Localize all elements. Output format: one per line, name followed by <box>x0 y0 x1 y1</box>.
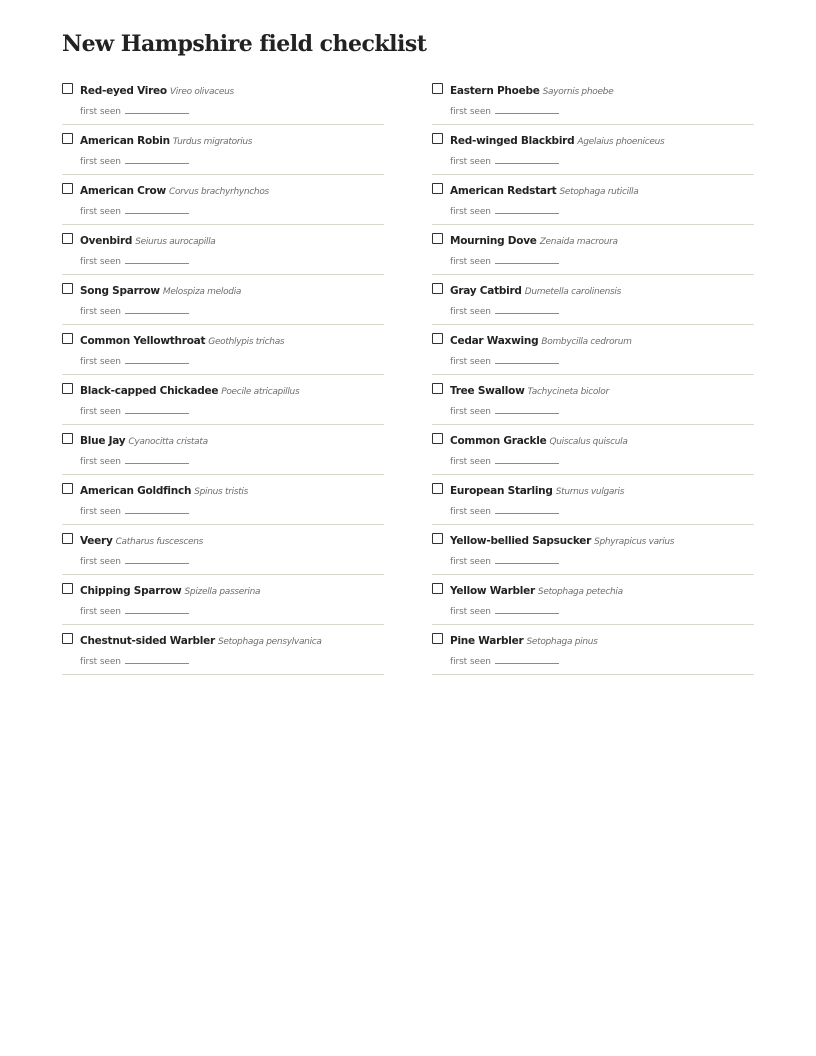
species-checkbox[interactable] <box>432 83 443 94</box>
checklist-item <box>62 475 384 525</box>
scientific-name: Spizella passerina <box>184 587 261 597</box>
first-seen-label: first seen <box>80 657 121 667</box>
common-name: Blue Jay <box>80 435 126 447</box>
first-seen-label: first seen <box>80 457 121 467</box>
scientific-name: Vireo olivaceus <box>169 87 234 97</box>
common-name: Chipping Sparrow <box>80 585 182 597</box>
species-checkbox[interactable] <box>62 483 73 494</box>
scientific-name: Tachycineta bicolor <box>527 387 609 397</box>
first-seen-label: first seen <box>450 107 491 117</box>
first-seen-label: first seen <box>450 607 491 617</box>
species-name-line <box>450 532 674 549</box>
first-seen-label: first seen <box>450 507 491 517</box>
common-name: Gray Catbird <box>450 285 522 297</box>
scientific-name: Poecile atricapillus <box>221 387 300 397</box>
first-seen-date-field[interactable] <box>125 354 189 364</box>
species-name-line <box>450 382 609 399</box>
first-seen-date-field[interactable] <box>125 554 189 564</box>
first-seen-label: first seen <box>80 257 121 267</box>
checklist-item <box>62 275 384 325</box>
checklist-item <box>432 75 754 125</box>
scientific-name: Melospiza melodia <box>162 287 242 297</box>
common-name: Cedar Waxwing <box>450 335 539 347</box>
first-seen-date-field[interactable] <box>495 104 559 114</box>
common-name: Red-eyed Vireo <box>80 85 167 97</box>
common-name: American Crow <box>80 185 166 197</box>
first-seen-date-field[interactable] <box>495 154 559 164</box>
species-name-line <box>80 632 322 649</box>
common-name: American Redstart <box>450 185 557 197</box>
first-seen-date-field[interactable] <box>125 654 189 664</box>
species-checkbox[interactable] <box>432 383 443 394</box>
first-seen-line <box>80 453 189 468</box>
species-checkbox[interactable] <box>62 183 73 194</box>
species-name-line <box>80 282 241 299</box>
first-seen-line <box>450 203 559 218</box>
species-name-line <box>450 632 598 649</box>
scientific-name: Corvus brachyrhynchos <box>168 187 269 197</box>
scientific-name: Turdus migratorius <box>172 137 253 147</box>
checklist-item <box>432 475 754 525</box>
first-seen-line <box>80 203 189 218</box>
first-seen-date-field[interactable] <box>495 304 559 314</box>
first-seen-date-field[interactable] <box>495 204 559 214</box>
scientific-name: Sphyrapicus varius <box>594 537 675 547</box>
checklist-item <box>62 125 384 175</box>
species-name-line <box>450 432 628 449</box>
species-checkbox[interactable] <box>432 433 443 444</box>
checklist-item <box>432 525 754 575</box>
species-name-line <box>80 532 203 549</box>
scientific-name: Setophaga pinus <box>526 637 598 647</box>
species-name-line <box>80 132 252 149</box>
scientific-name: Quiscalus quiscula <box>549 437 628 447</box>
common-name: American Goldfinch <box>80 485 192 497</box>
species-checkbox[interactable] <box>432 533 443 544</box>
common-name: Eastern Phoebe <box>450 85 540 97</box>
checklist-item <box>62 375 384 425</box>
first-seen-line <box>450 653 559 668</box>
scientific-name: Seiurus aurocapilla <box>135 237 216 247</box>
checklist-item <box>62 525 384 575</box>
scientific-name: Cyanocitta cristata <box>128 437 208 447</box>
checklist-item <box>432 425 754 475</box>
common-name: Pine Warbler <box>450 635 524 647</box>
species-checkbox[interactable] <box>62 283 73 294</box>
first-seen-label: first seen <box>450 407 491 417</box>
checklist-item <box>62 325 384 375</box>
first-seen-date-field[interactable] <box>125 154 189 164</box>
scientific-name: Sturnus vulgaris <box>555 487 625 497</box>
first-seen-label: first seen <box>450 157 491 167</box>
first-seen-label: first seen <box>80 507 121 517</box>
first-seen-line <box>450 403 559 418</box>
first-seen-label: first seen <box>80 407 121 417</box>
common-name: Common Grackle <box>450 435 547 447</box>
first-seen-line <box>80 153 189 168</box>
first-seen-date-field[interactable] <box>125 204 189 214</box>
species-checkbox[interactable] <box>432 283 443 294</box>
first-seen-label: first seen <box>450 457 491 467</box>
first-seen-date-field[interactable] <box>495 604 559 614</box>
first-seen-date-field[interactable] <box>495 454 559 464</box>
scientific-name: Setophaga petechia <box>537 587 623 597</box>
first-seen-label: first seen <box>450 307 491 317</box>
page-title: New Hampshire field checklist <box>62 31 427 57</box>
first-seen-label: first seen <box>80 207 121 217</box>
species-checkbox[interactable] <box>432 583 443 594</box>
first-seen-line <box>80 553 189 568</box>
checklist-item <box>432 125 754 175</box>
species-name-line <box>450 482 624 499</box>
first-seen-line <box>80 303 189 318</box>
first-seen-label: first seen <box>80 357 121 367</box>
first-seen-date-field[interactable] <box>495 654 559 664</box>
species-name-line <box>450 232 618 249</box>
common-name: Red-winged Blackbird <box>450 135 575 147</box>
first-seen-line <box>450 453 559 468</box>
checklist-item <box>62 425 384 475</box>
first-seen-line <box>80 503 189 518</box>
species-name-line <box>450 582 623 599</box>
checklist-column-left <box>62 75 384 675</box>
scientific-name: Geothlypis trichas <box>208 337 285 347</box>
checklist-item <box>432 575 754 625</box>
species-name-line <box>450 82 613 99</box>
species-name-line <box>80 232 216 249</box>
species-checkbox[interactable] <box>62 83 73 94</box>
species-name-line <box>450 132 664 149</box>
first-seen-date-field[interactable] <box>125 254 189 264</box>
first-seen-date-field[interactable] <box>495 554 559 564</box>
common-name: American Robin <box>80 135 170 147</box>
checklist-item <box>62 175 384 225</box>
first-seen-line <box>450 303 559 318</box>
first-seen-label: first seen <box>450 257 491 267</box>
checklist-item <box>432 275 754 325</box>
first-seen-date-field[interactable] <box>125 504 189 514</box>
species-name-line <box>450 282 621 299</box>
species-checkbox[interactable] <box>432 183 443 194</box>
first-seen-line <box>80 603 189 618</box>
first-seen-line <box>80 103 189 118</box>
species-name-line <box>80 432 208 449</box>
scientific-name: Setophaga ruticilla <box>559 187 639 197</box>
first-seen-line <box>80 653 189 668</box>
first-seen-line <box>450 603 559 618</box>
species-name-line <box>450 332 632 349</box>
species-name-line <box>80 382 299 399</box>
species-checkbox[interactable] <box>62 133 73 144</box>
species-checkbox[interactable] <box>62 233 73 244</box>
first-seen-line <box>80 353 189 368</box>
common-name: Common Yellowthroat <box>80 335 206 347</box>
checklist-item <box>432 325 754 375</box>
species-checkbox[interactable] <box>432 133 443 144</box>
first-seen-line <box>80 253 189 268</box>
scientific-name: Bombycilla cedrorum <box>541 337 632 347</box>
first-seen-date-field[interactable] <box>125 404 189 414</box>
common-name: Chestnut-sided Warbler <box>80 635 215 647</box>
common-name: Song Sparrow <box>80 285 160 297</box>
species-name-line <box>80 332 284 349</box>
checklist-column-right <box>432 75 754 675</box>
first-seen-label: first seen <box>450 207 491 217</box>
checklist-item <box>432 625 754 675</box>
scientific-name: Agelaius phoeniceus <box>577 137 665 147</box>
species-checkbox[interactable] <box>62 583 73 594</box>
scientific-name: Dumetella carolinensis <box>524 287 621 297</box>
species-checkbox[interactable] <box>432 633 443 644</box>
first-seen-label: first seen <box>80 107 121 117</box>
first-seen-line <box>450 103 559 118</box>
species-name-line <box>80 82 234 99</box>
common-name: Black-capped Chickadee <box>80 385 219 397</box>
common-name: Ovenbird <box>80 235 133 247</box>
common-name: Yellow-bellied Sapsucker <box>450 535 592 547</box>
first-seen-date-field[interactable] <box>495 354 559 364</box>
first-seen-line <box>450 253 559 268</box>
common-name: Tree Swallow <box>450 385 525 397</box>
species-checkbox[interactable] <box>62 333 73 344</box>
species-name-line <box>80 482 248 499</box>
species-checkbox[interactable] <box>432 233 443 244</box>
checklist-item <box>432 375 754 425</box>
scientific-name: Sayornis phoebe <box>542 87 614 97</box>
checklist-item <box>432 175 754 225</box>
first-seen-date-field[interactable] <box>495 254 559 264</box>
common-name: Mourning Dove <box>450 235 537 247</box>
first-seen-label: first seen <box>450 557 491 567</box>
first-seen-label: first seen <box>450 657 491 667</box>
first-seen-date-field[interactable] <box>495 404 559 414</box>
scientific-name: Catharus fuscescens <box>115 537 203 547</box>
species-checkbox[interactable] <box>432 333 443 344</box>
first-seen-date-field[interactable] <box>495 504 559 514</box>
scientific-name: Setophaga pensylvanica <box>217 637 322 647</box>
common-name: Veery <box>80 535 113 547</box>
species-name-line <box>80 182 269 199</box>
common-name: European Starling <box>450 485 553 497</box>
species-checkbox[interactable] <box>62 633 73 644</box>
first-seen-date-field[interactable] <box>125 304 189 314</box>
first-seen-line <box>450 553 559 568</box>
first-seen-line <box>450 153 559 168</box>
first-seen-label: first seen <box>80 157 121 167</box>
first-seen-line <box>450 353 559 368</box>
common-name: Yellow Warbler <box>450 585 535 597</box>
checklist-item <box>62 75 384 125</box>
scientific-name: Spinus tristis <box>194 487 249 497</box>
first-seen-label: first seen <box>80 607 121 617</box>
first-seen-date-field[interactable] <box>125 604 189 614</box>
species-name-line <box>450 182 638 199</box>
checklist-item <box>62 575 384 625</box>
first-seen-line <box>450 503 559 518</box>
first-seen-label: first seen <box>80 557 121 567</box>
first-seen-label: first seen <box>450 357 491 367</box>
species-checkbox[interactable] <box>62 433 73 444</box>
first-seen-date-field[interactable] <box>125 454 189 464</box>
species-checkbox[interactable] <box>62 533 73 544</box>
scientific-name: Zenaida macroura <box>539 237 618 247</box>
species-checkbox[interactable] <box>432 483 443 494</box>
species-checkbox[interactable] <box>62 383 73 394</box>
checklist-item <box>432 225 754 275</box>
checklist-item <box>62 225 384 275</box>
first-seen-date-field[interactable] <box>125 104 189 114</box>
species-name-line <box>80 582 260 599</box>
first-seen-line <box>80 403 189 418</box>
first-seen-label: first seen <box>80 307 121 317</box>
checklist-item <box>62 625 384 675</box>
